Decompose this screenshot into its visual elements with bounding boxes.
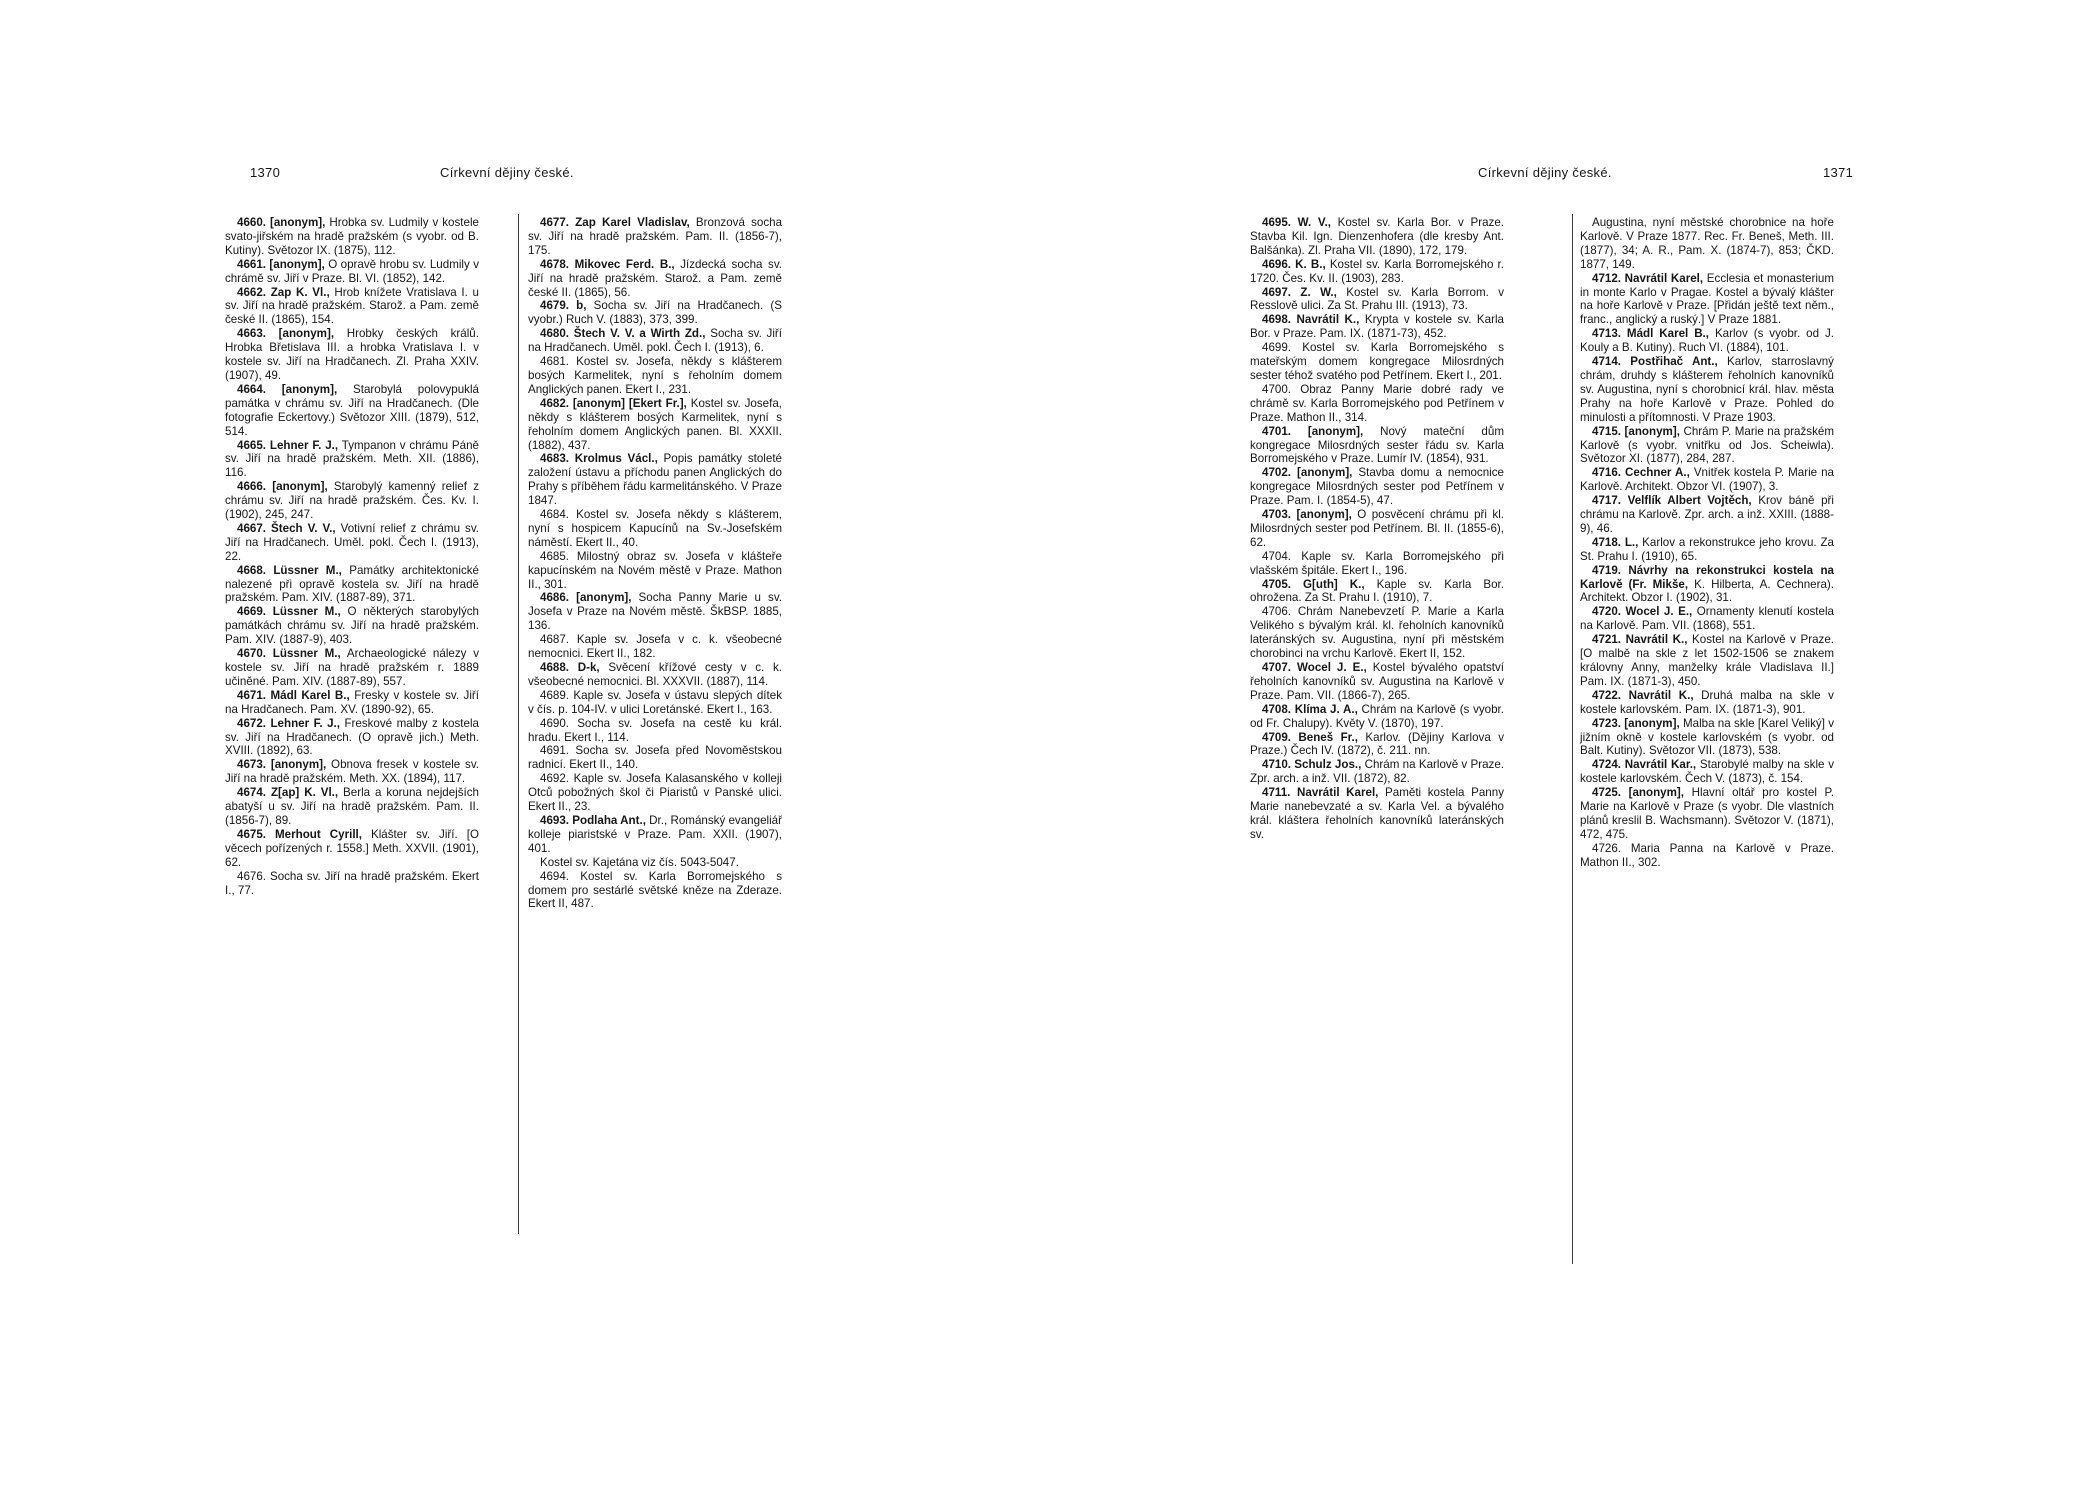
bibliography-entry: 4676. Socha sv. Jiří na hradě pražském. Ekert I., 77.	[225, 869, 479, 897]
bibliography-entry: 4718. L., Karlov a rekonstrukce jeho krovu. Za St. Prahu I. (1910), 65.	[1580, 535, 1834, 563]
bibliography-entry: 4660. [anonym], Hrobka sv. Ludmily v kostele svato-jiřském na hradě pražském (s vyobr. od B. Kutiny). Světozor IX. (1875), 112.	[225, 216, 479, 257]
bibliography-entry: 4714. Postřihač Ant., Karlov, starroslavný chrám, druhdy s klášterem řeholních kanovníků sv. Augustina, nyní s chorobnicí král. hlav. města Prahy na hoře Karlově v Praze. Pohled do minulosti a přítomnosti. V Praze 1903.	[1580, 355, 1834, 424]
bibliography-entry: 4689. Kaple sv. Josefa v ústavu slepých dítek v čís. p. 104-IV. v ulici Loretánské. Ekert I., 163.	[528, 688, 782, 716]
bibliography-entry: 4716. Cechner A., Vnitřek kostela P. Marie na Karlově. Architekt. Obzor VI. (1907), 3.	[1580, 466, 1834, 494]
text-column-1	[225, 216, 479, 897]
bibliography-entry: 4715. [anonym], Chrám P. Marie na pražském Karlově (s vyobr. vnitřku od Jos. Scheiwla). Světozor XI. (1877), 284, 287.	[1580, 424, 1834, 466]
bibliography-entry: 4721. Navrátil K., Kostel na Karlově v Praze. [O malbě na skle z let 1502-1506 se znakem královny Anny, manželky krále Vladislava II.] Pam. IX. (1871-3), 450.	[1580, 633, 1834, 688]
bibliography-entry: 4665. Lehner F. J., Tympanon v chrámu Páně sv. Jiří na hradě pražském. Meth. XII. (1886), 116.	[225, 438, 480, 480]
running-title: Církevní dějiny české.	[1478, 165, 1612, 180]
bibliography-entry: 4712. Navrátil Karel, Ecclesia et monasterium in monte Karlo v Pragae. Kostel a bývalý klášter na hoře Karlově v Praze. [Přidán ještě text něm., franc., anglický a ruský.] V Praze 1881.	[1580, 271, 1834, 327]
page-number: 1371	[1823, 165, 1854, 180]
bibliography-entry: 4699. Kostel sv. Karla Borromejského s mateřským domem kongregace Milosrdných sester téhož svatého pod Petřínem. Ekert I., 201.	[1250, 341, 1504, 382]
bibliography-entry: 4669. Lüssner M., O některých starobylých památkách chrámu sv. Jiří na hradě pražském. Pam. XIV. (1887-9), 403.	[225, 605, 479, 647]
right-page	[1048, 0, 2096, 1500]
bibliography-entry: 4697. Z. W., Kostel sv. Karla Borrom. v Resslově ulici. Za St. Prahu III. (1913), 73.	[1250, 285, 1504, 313]
bibliography-entry: 4696. K. B., Kostel sv. Karla Borromejského r. 1720. Čes. Kv. II. (1903), 283.	[1250, 257, 1504, 285]
bibliography-entry: 4707. Wocel J. E., Kostel bývalého opatství řeholních kanovníků sv. Augustina na Karlově v Praze. Pam. VII. (1866-7), 265.	[1250, 661, 1504, 702]
bibliography-entry: 4706. Chrám Nanebevzetí P. Marie a Karla Velikého s bývalým král. kl. řeholních kanovníků lateránských sv. Augustina, nyní při městském chorobinci na vrchu Karlově. Ekert II, 152.	[1250, 605, 1504, 661]
text-column-1	[1250, 216, 1504, 842]
bibliography-entry: 4708. Klíma J. A., Chrám na Karlově (s vyobr. od Fr. Chalupy). Květy V. (1870), 197.	[1250, 702, 1504, 730]
bibliography-entry: 4685. Milostný obraz sv. Josefa v klášteře kapucínském na Novém městě v Praze. Mathon II., 301.	[528, 549, 782, 591]
bibliography-entry: 4683. Krolmus Václ., Popis památky stoleté založení ústavu a příchodu panen Anglických do Prahy s příběhem řádu karmelitánského. V Praze 1847.	[528, 452, 782, 508]
page-number: 1370	[250, 165, 281, 180]
bibliography-entry: 4711. Navrátil Karel, Paměti kostela Panny Marie nanebevzaté a sv. Karla Vel. a bývalého král. kláštera řeholních kanovníků lateránských sv.	[1250, 786, 1504, 841]
text-column-2	[528, 216, 782, 911]
bibliography-entry: 4664. [anonym], Starobylá polovypuklá památka v chrámu sv. Jiří na Hradčanech. (Dle fotografie Eckertovy.) Světozor XIII. (1879), 512, 514.	[225, 382, 479, 438]
bibliography-entry: 4678. Mikovec Ferd. B., Jízdecká socha sv. Jiří na hradě pražském. Starož. a Pam. země české II. (1865), 56.	[528, 257, 782, 299]
bibliography-entry: 4693. Podlaha Ant., Dr., Románský evangeliář kolleje piaristské v Praze. Pam. XXII. (1907), 401.	[528, 813, 782, 855]
bibliography-entry: 4684. Kostel sv. Josefa někdy s klášterem, nyní s hospicem Kapucínů na Sv.-Josefském náměstí. Ekert II., 40.	[528, 508, 782, 549]
bibliography-entry: 4681. Kostel sv. Josefa, někdy s klášterem bosých Karmelitek, nyní s řeholním domem Anglických panen. Ekert I., 231.	[528, 355, 782, 396]
bibliography-entry: 4672. Lehner F. J., Freskové malby z kostela sv. Jiří na Hradčanech. (O opravě jich.) Meth. XVIII. (1892), 63.	[225, 716, 479, 758]
bibliography-entry: 4692. Kaple sv. Josefa Kalasanského v kolleji Otců pobožných škol či Piaristů v Panské ulici. Ekert II., 23.	[528, 772, 782, 814]
bibliography-entry: 4724. Navrátil Kar., Starobylé malby na skle v kostele karlovském. Čech V. (1873), č. 154.	[1580, 758, 1834, 786]
bibliography-entry: 4704. Kaple sv. Karla Borromejského při vlašském špitále. Ekert I., 196.	[1250, 549, 1504, 577]
bibliography-entry: 4694. Kostel sv. Karla Borromejského s domem pro sestárlé světské kněze na Zderaze. Ekert II, 487.	[528, 869, 782, 911]
bibliography-entry: 4673. [anonym], Obnova fresek v kostele sv. Jiří na hradě pražském. Meth. XX. (1894), 117.	[225, 758, 479, 786]
bibliography-entry: 4682. [anonym] [Ekert Fr.], Kostel sv. Josefa, někdy s klášterem bosých Karmelitek, nyní s řeholním domem Anglických panen. Bl. XXXII. (1882), 437.	[528, 396, 782, 452]
bibliography-entry: 4674. Z[ap] K. Vl., Berla a koruna nejdejších abatyší u sv. Jiří na hradě pražském. Pam. II. (1856-7), 89.	[225, 786, 479, 827]
bibliography-entry: 4717. Velflík Albert Vojtěch, Krov báně při chrámu na Karlově. Zpr. arch. a inž. XXIII. (1888-9), 46.	[1580, 494, 1834, 535]
bibliography-entry: 4722. Navrátil K., Druhá malba na skle v kostele karlovském. Pam. IX. (1871-3), 901.	[1580, 688, 1834, 716]
bibliography-entry: 4710. Schulz Jos., Chrám na Karlově v Praze. Zpr. arch. a inž. VII. (1872), 82.	[1250, 758, 1504, 786]
bibliography-entry: 4719. Návrhy na rekonstrukci kostela na Karlově (Fr. Mikše, K. Hilberta, A. Cechnera). Architekt. Obzor I. (1902), 31.	[1580, 563, 1834, 605]
bibliography-entry: 4698. Navrátil K., Krypta v kostele sv. Karla Bor. v Praze. Pam. IX. (1871-73), 452.	[1250, 313, 1504, 341]
bibliography-entry: 4666. [anonym], Starobylý kamenný relief z chrámu sv. Jiří na hradě pražském. Čes. Kv. I. (1902), 245, 247.	[225, 480, 479, 522]
bibliography-entry: 4725. [anonym], Hlavní oltář pro kostel P. Marie na Karlově v Praze (s vyobr. Dle vlastních plánů kreslil B. Wachsmann). Světozor V. (1871), 472, 475.	[1580, 786, 1834, 841]
bibliography-entry: 4713. Mádl Karel B., Karlov (s vyobr. od J. Kouly a B. Kutiny). Ruch VI. (1884), 101.	[1580, 327, 1834, 355]
bibliography-entry: 4680. Štech V. V. a Wirth Zd., Socha sv. Jiří na Hradčanech. Uměl. pokl. Čech I. (1913), 6.	[528, 327, 782, 355]
bibliography-entry: 4686. [anonym], Socha Panny Marie u sv. Josefa v Praze na Novém městě. ŠkBSP. 1885, 136.	[528, 591, 782, 633]
bibliography-entry: 4703. [anonym], O posvěcení chrámu při kl. Milosrdných sester pod Petřínem. Bl. II. (1855-6), 62.	[1250, 508, 1504, 549]
bibliography-entry: 4723. [anonym], Malba na skle [Karel Veliký] v jižním okně v kostele karlovském (s vyobr. od Balt. Kutiny). Světozor VII. (1873), 538.	[1580, 716, 1834, 758]
bibliography-entry: 4702. [anonym], Stavba domu a nemocnice kongregace Milosrdných sester pod Petřínem v Praze. Pam. I. (1854-5), 47.	[1250, 466, 1504, 508]
bibliography-entry: 4671. Mádl Karel B., Fresky v kostele sv. Jiří na Hradčanech. Pam. XV. (1890-92), 65.	[225, 688, 480, 716]
bibliography-entry: 4691. Socha sv. Josefa před Novoměstskou radnicí. Ekert II., 140.	[528, 744, 782, 772]
bibliography-entry: 4668. Lüssner M., Památky architektonické nalezené při opravě kostela sv. Jiří na hradě pražském. Pam. XIV. (1887-89), 371.	[225, 563, 479, 605]
column-rule	[1572, 214, 1573, 1264]
bibliography-entry: 4709. Beneš Fr., Karlov. (Dějiny Karlova v Praze.) Čech IV. (1872), č. 211. nn.	[1250, 730, 1504, 758]
bibliography-entry: 4705. G[uth] K., Kaple sv. Karla Bor. ohrožena. Za St. Prahu I. (1910), 7.	[1250, 577, 1504, 605]
bibliography-entry: 4688. D-k, Svěcení křížové cesty v c. k. všeobecné nemocnici. Bl. XXXVII. (1887), 114.	[528, 661, 782, 688]
bibliography-entry: 4720. Wocel J. E., Ornamenty klenutí kostela na Karlově. Pam. VII. (1868), 551.	[1580, 605, 1835, 633]
bibliography-entry: 4667. Štech V. V., Votivní relief z chrámu sv. Jiří na Hradčanech. Uměl. pokl. Čech I. (1913), 22.	[225, 521, 479, 563]
bibliography-entry: 4661. [anonym], O opravě hrobu sv. Ludmily v chrámě sv. Jiří v Praze. Bl. VI. (1852), 142.	[225, 257, 479, 285]
bibliography-entry: 4670. Lüssner M., Archaeologické nálezy v kostele sv. Jiří na hradě pražském r. 1889 učiněné. Pam. XIV. (1887-89), 557.	[225, 647, 479, 688]
text-column-2	[1580, 216, 1834, 870]
bibliography-entry: Augustina, nyní městské chorobnice na hoře Karlově. V Praze 1877. Rec. Fr. Beneš, Meth. III. (1877), 34; A. R., Pam. X. (1874-7), 853; ČKD. 1877, 149.	[1580, 216, 1834, 271]
bibliography-entry: 4677. Zap Karel Vladislav, Bronzová socha sv. Jiří na hradě pražském. Pam. II. (1856-7), 175.	[528, 216, 783, 257]
running-title: Církevní dějiny české.	[440, 165, 574, 180]
bibliography-entry: 4695. W. V., Kostel sv. Karla Bor. v Praze. Stavba Kil. Ign. Dienzenhofera (dle kresby Ant. Balšánka). Zl. Praha VII. (1890), 172, 179.	[1250, 216, 1505, 257]
bibliography-entry: 4726. Maria Panna na Karlově v Praze. Mathon II., 302.	[1580, 841, 1834, 869]
bibliography-entry: 4700. Obraz Panny Marie dobré rady ve chrámě sv. Karla Borromejského pod Petřínem v Praze. Mathon II., 314.	[1250, 382, 1504, 424]
column-rule	[518, 214, 519, 1234]
bibliography-entry: 4690. Socha sv. Josefa na cestě ku král. hradu. Ekert I., 114.	[528, 716, 782, 744]
bibliography-entry: Kostel sv. Kajetána viz čís. 5043-5047.	[540, 855, 739, 869]
bibliography-entry: 4675. Merhout Cyrill, Klášter sv. Jiří. [O věcech pořízených r. 1558.] Meth. XXVII. (1901), 62.	[225, 827, 479, 869]
bibliography-entry: 4687. Kaple sv. Josefa v c. k. všeobecné nemocnici. Ekert II., 182.	[528, 633, 782, 661]
bibliography-entry: 4679. b, Socha sv. Jiří na Hradčanech. (S vyobr.) Ruch V. (1883), 373, 399.	[528, 299, 782, 327]
bibliography-entry: 4701. [anonym], Nový mateční dům kongregace Milosrdných sester řádu sv. Karla Borromejského v Praze. Lumír IV. (1854), 931.	[1250, 424, 1504, 466]
bibliography-entry: 4663. [anonym], Hrobky českých králů. Hrobka Břetislava III. a hrobka Vratislava I. v kostele sv. Jiří na Hradčanech. Zl. Praha XXIV. (1907), 49.	[225, 327, 479, 382]
bibliography-entry: 4662. Zap K. Vl., Hrob knížete Vratislava I. u sv. Jiří na hradě pražském. Starož. a Pam. země české II. (1865), 154.	[225, 285, 479, 327]
